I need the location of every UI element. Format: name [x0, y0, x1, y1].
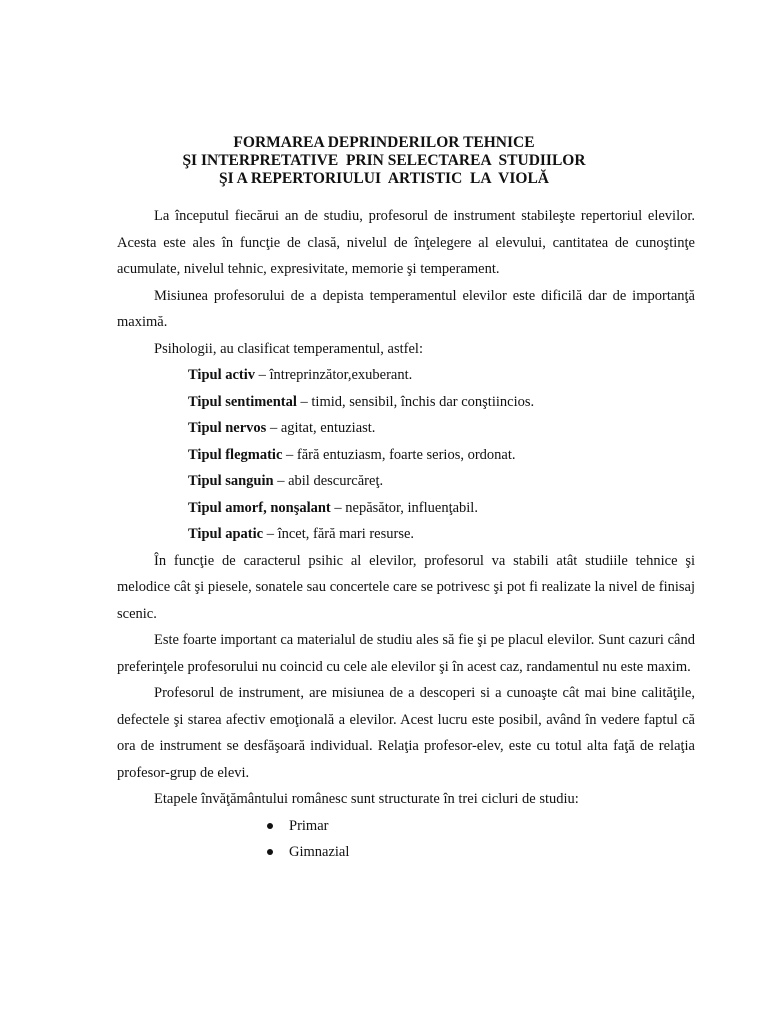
temperament-name: Tipul sentimental — [188, 393, 297, 410]
list-item — [267, 813, 695, 840]
paragraph-teacher-mission: Profesorul de instrument, are misiunea de a descoperi si a cunoaşte cât mai bine calităţile, defectele şi starea afectiv emoţională a elevilor. Acest lucru este posibil, având în vedere faptul că ora de instrument se desfăşoară individual. Relaţia profesor-elev, este cu totul alta faţă de relaţia profesor-grup de elevi. — [117, 685, 695, 781]
list-item — [267, 839, 695, 866]
temperament-list — [117, 362, 695, 548]
temperament-item — [188, 521, 695, 548]
temperament-desc: – abil descurcăreţ. — [273, 473, 384, 489]
temperament-desc: – întreprinzător,exuberant. — [255, 367, 413, 383]
temperament-desc: – timid, sensibil, închis dar conştiincios. — [296, 393, 535, 410]
cycles-list — [117, 813, 695, 866]
cycle-label: Gimnazial — [289, 844, 350, 860]
temperament-name: Tipul activ — [188, 367, 256, 383]
temperament-name: Tipul nervos — [188, 420, 267, 436]
title-line-1: FORMAREA DEPRINDERILOR TEHNICE — [233, 134, 535, 151]
document-body — [117, 203, 695, 866]
paragraph-mission: Misiunea profesorului de a depista temperamentul elevilor este dificilă dar de importanţă maximă. — [117, 287, 695, 330]
temperament-desc: – încet, fără mari resurse. — [263, 526, 415, 542]
title-line-2: ŞI INTERPRETATIVE PRIN SELECTAREA STUDIILOR — [182, 152, 586, 169]
temperament-name: Tipul apatic — [188, 526, 264, 542]
temperament-item — [188, 442, 695, 469]
temperament-item — [188, 362, 695, 389]
document-title — [0, 134, 768, 188]
temperament-item — [188, 415, 695, 442]
temperament-item — [188, 495, 695, 522]
paragraph-psychologists: Psihologii, au clasificat temperamentul, astfel: — [154, 340, 423, 357]
cycle-label: Primar — [289, 817, 329, 834]
temperament-desc: – nepăsător, influenţabil. — [330, 499, 478, 516]
temperament-name: Tipul amorf, nonşalant — [188, 499, 331, 516]
paragraph-material: Este foarte important ca materialul de studiu ales să fie şi pe placul elevilor. Sunt cazuri când preferinţele profesorului nu coincid cu cele ale elevilor şi în acest caz, randamentul nu este maxim. — [117, 632, 695, 675]
paragraph-character: În funcţie de caracterul psihic al elevilor, profesorul va stabili atât studiile tehnice şi melodice cât şi piesele, sonatele sau concertele care se potrivesc şi pot fi realizate la nivel de finisaj scenic. — [117, 552, 695, 622]
bullet-icon — [267, 823, 273, 829]
paragraph-intro: La începutul fiecărui an de studiu, profesorul de instrument stabileşte repertoriul elevilor. Acesta este ales în funcţie de clasă, nivelul de înţelegere al elevului, cantitatea de cunoştinţe acumulate, nivelul tehnic, expresivitate, memorie şi temperament. — [117, 208, 695, 277]
temperament-desc: – agitat, entuziast. — [266, 420, 376, 436]
bullet-icon — [267, 849, 273, 855]
title-line-3: ŞI A REPERTORIULUI ARTISTIC LA VIOLĂ — [219, 170, 549, 187]
temperament-item — [188, 389, 695, 416]
paragraph-cycles: Etapele învăţământului românesc sunt structurate în trei cicluri de studiu: — [154, 791, 579, 807]
temperament-desc: – fără entuziasm, foarte serios, ordonat. — [282, 446, 516, 463]
temperament-name: Tipul sanguin — [188, 473, 274, 489]
temperament-item — [188, 468, 695, 495]
temperament-name: Tipul flegmatic — [188, 446, 283, 463]
